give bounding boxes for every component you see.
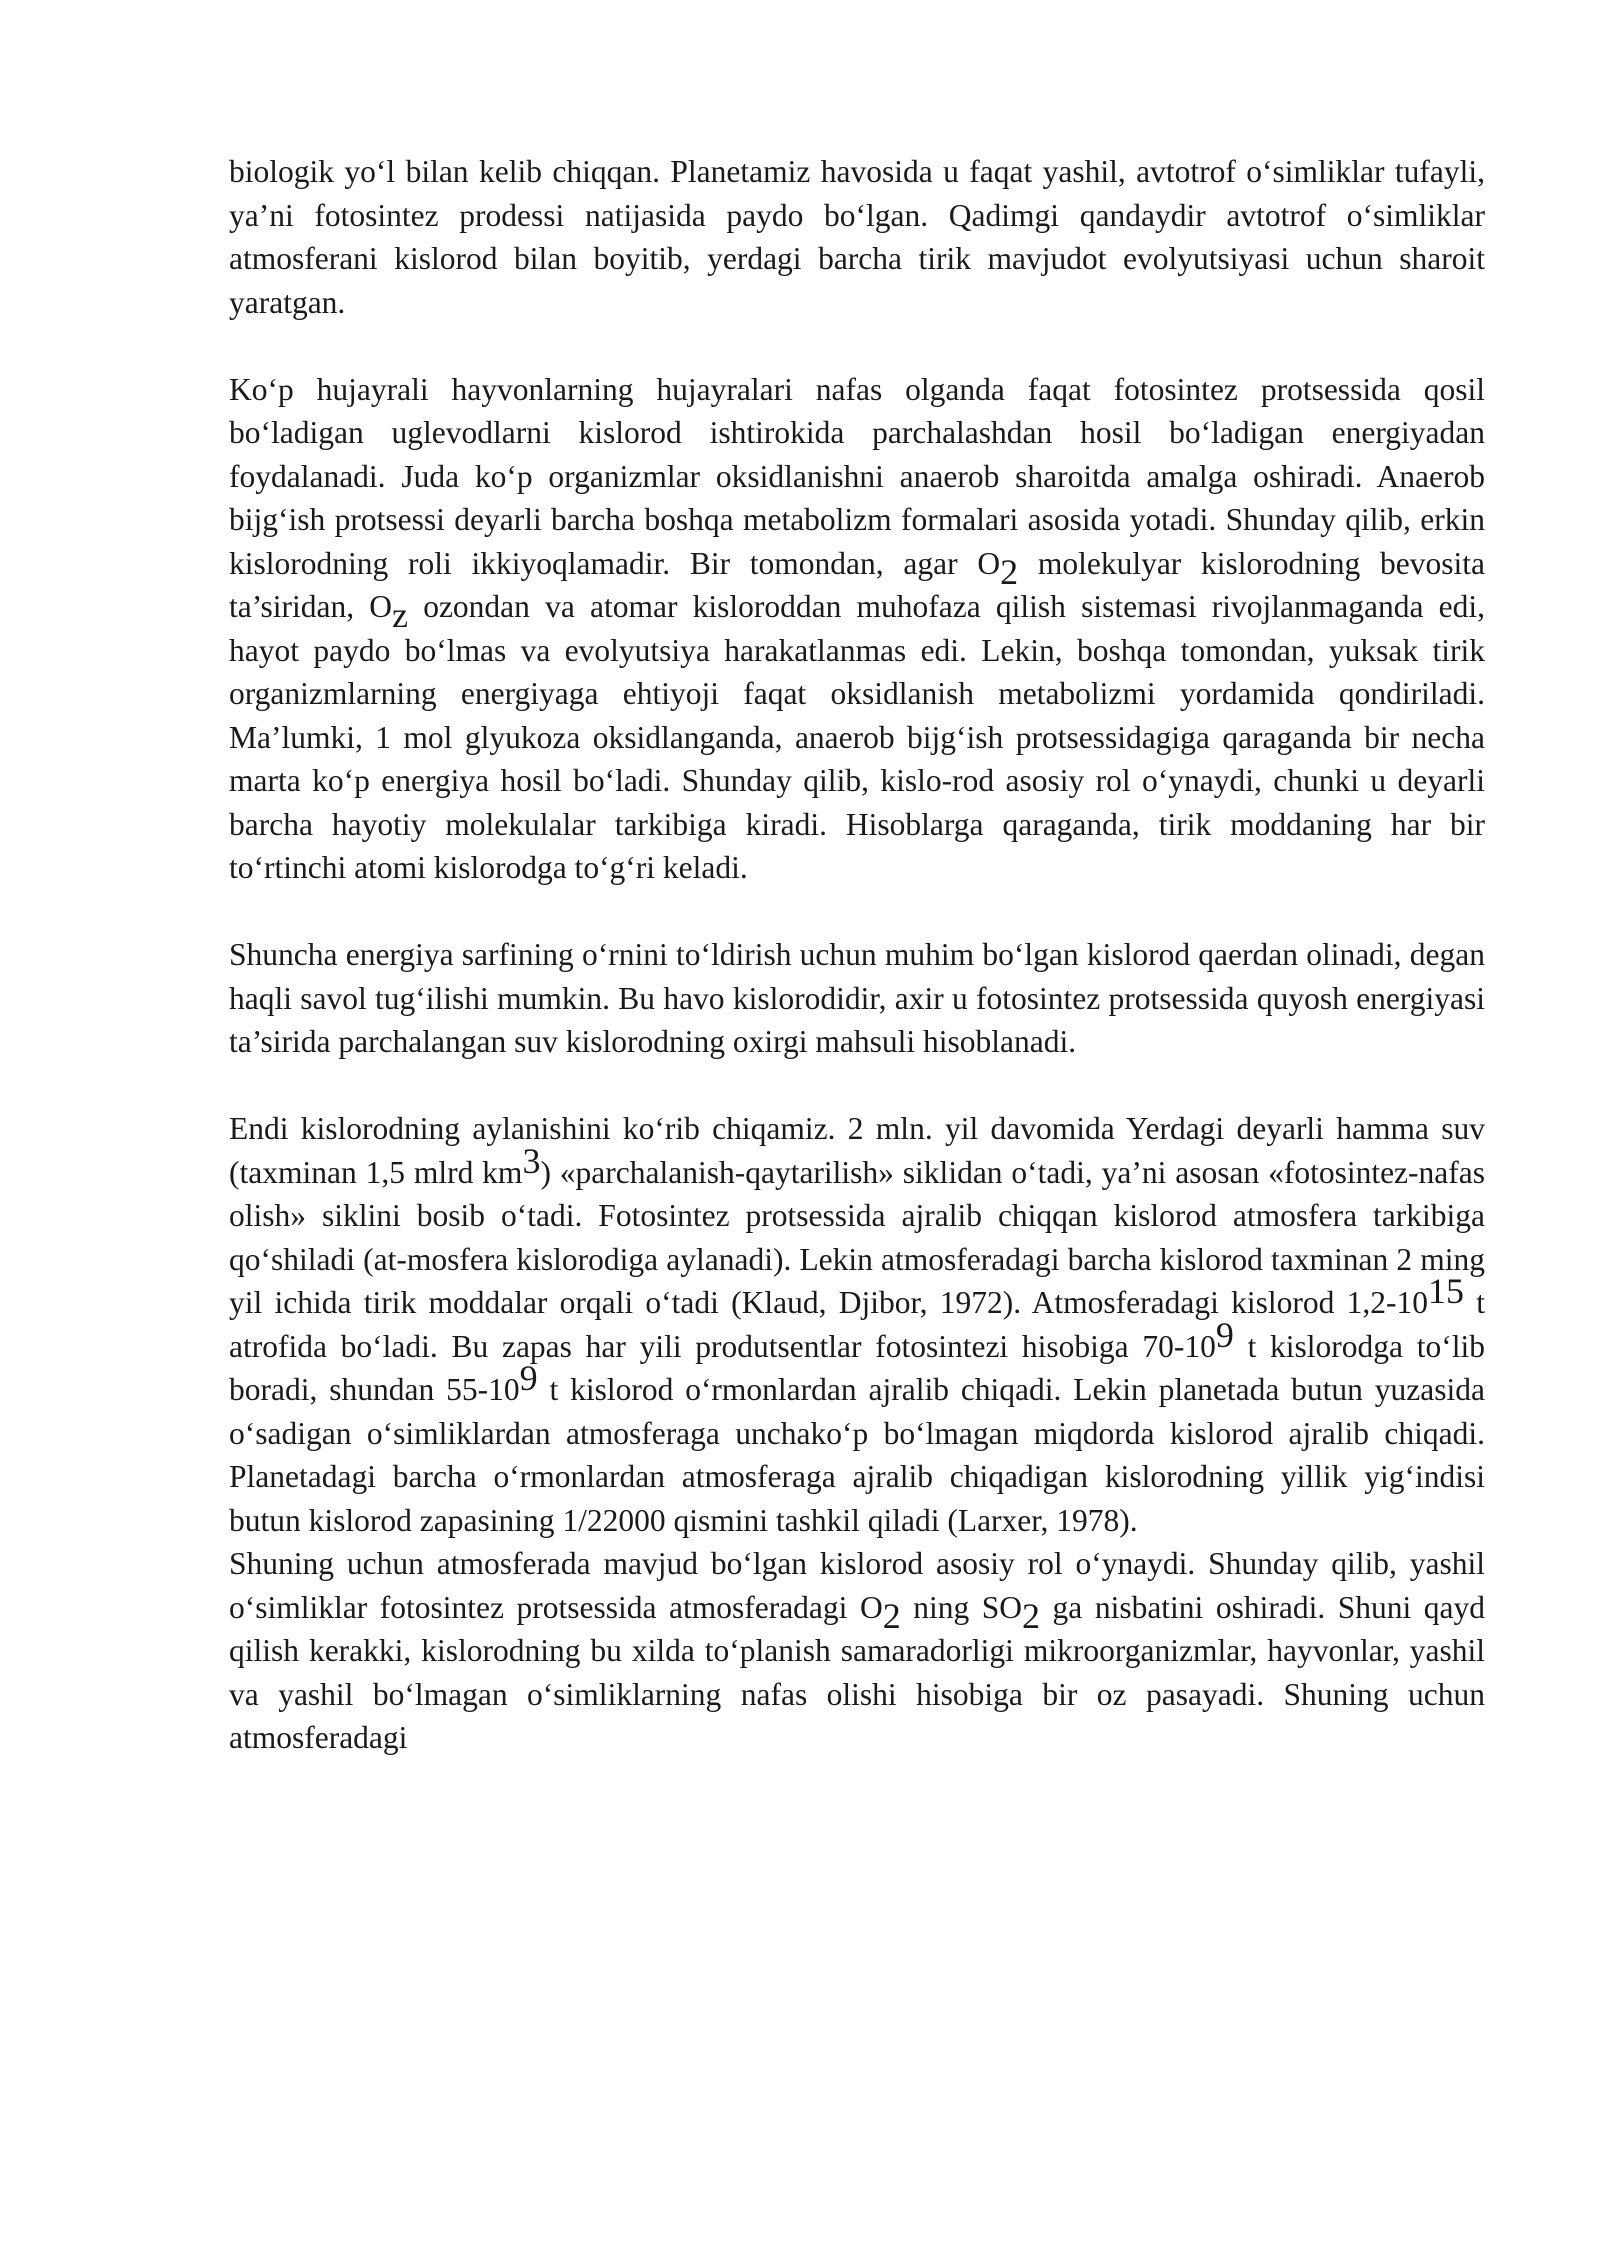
superscript-10-15: 15 [1427,1271,1464,1311]
paragraph-4-text-2: ) «parchalanish-qaytarilish» siklidan o‘tadi, ya’ni asosan «fotosintez-nafas olish» siklini bosib o‘tadi. Fotosintez protsessida ajralib chiqqan kislorod atmosfera tarkibiga qo‘shiladi (at-mosfera kislorodiga aylanadi). Lekin atmosferadagi barcha kislorod taxminan 2 ming yil ichida tirik moddalar orqali o‘tadi (Klaud, Djibor, 1972). Atmosferadagi kislorod 1,2-10 [229,1154,1485,1320]
paragraph-spacer [229,1064,1485,1108]
paragraph-4-text-3: t atrofida bo‘ladi. Bu zapas har yili produtsentlar fotosintezi hisobiga 70-10 [229,1285,1485,1364]
paragraph-3: Shuncha energiya sarfining o‘rnini to‘ldirish uchun muhim bo‘lgan kislorod qaerdan olinadi, degan haqli savol tug‘ilishi mumkin. Bu havo kislorodidir, axir u fotosintez protsessida quyosh energiyasi ta’sirida parchalangan suv kislorodning oxirgi mahsuli hisoblanadi. [229,937,1485,1059]
superscript-10-9-b: 9 [519,1358,538,1398]
subscript-o2-b: 2 [882,1595,901,1636]
paragraph-5 [229,1542,1485,1760]
paragraph-spacer [229,890,1485,934]
paragraph-2 [229,368,1485,890]
superscript-km3: 3 [522,1140,541,1181]
paragraph-2-text-2: molekulyar kislorodning bevosita ta’siridan, O [229,545,1485,624]
subscript-so2: 2 [1022,1595,1041,1636]
subscript-oz: z [392,595,409,635]
paragraph-5-text-2: ning SO [900,1589,1023,1625]
paragraph-1: biologik yo‘l bilan kelib chiqqan. Planetamiz havosida u faqat yashil, avtotrof o‘simliklar tufayli, ya’ni fotosintez prodessi natijasida paydo bo‘lgan. Qadimgi qandaydir avtotrof o‘simliklar atmosferani kislorod bilan boyitib, yerdagi barcha tirik mavjudot evolyutsiyasi uchun sharoit yaratgan. [229,154,1485,320]
paragraph-spacer [229,324,1485,368]
paragraph-2-text-1: Ko‘p hujayrali hayvonlarning hujayralari nafas olganda faqat fotosintez protsessida qosil bo‘ladigan uglevodlarni kislorod ishtirokida parchalashdan hosil bo‘ladigan energiyadan foydalanadi. Juda ko‘p organizmlar oksidlanishni anaerob sharoitda amalga oshiradi. Anaerob bijg‘ish protsessi deyarli barcha boshqa metabolizm formalari asosida yotadi. Shunday qilib, erkin kislorodning roli ikkiyoqlamadir. Bir tomondan, agar O [229,371,1485,581]
subscript-o2: 2 [1000,551,1019,592]
superscript-10-9-a: 9 [1215,1314,1234,1355]
paragraph-5-text-3: ga nisbatini oshiradi. Shuni qayd qilish kerakki, kislorodning bu xilda to‘planish samaradorligi mikroorganizmlar, hayvonlar, yashil va yashil bo‘lmagan o‘simliklarning nafas olishi hisobiga bir oz pasayadi. Shuning uchun atmosferadagi [229,1589,1485,1755]
paragraph-4 [229,1107,1485,1542]
paragraph-4-text-5: t kislorod o‘rmonlardan ajralib chiqadi. Lekin planetada butun yuzasida o‘sadigan o‘simliklardan atmosferaga unchako‘p bo‘lmagan miqdorda kislorod ajralib chiqadi. Planetadagi barcha o‘rmonlardan atmosferaga ajralib chiqadigan kislorodning yillik yig‘indisi butun kislorod zapasining 1/22000 qismini tashkil qiladi (Larxer, 1978). [229,1372,1485,1538]
paragraph-2-text-3: ozondan va atomar kisloroddan muhofaza qilish sistemasi rivojlanmaganda edi, hayot paydo bo‘lmas va evolyutsiya harakatlanmas edi. Lekin, boshqa tomondan, yuksak tirik organizmlarning energiyaga ehtiyoji faqat oksidlanish metabolizmi yordamida qondiriladi. Ma’lumki, 1 mol glyukoza oksidlanganda, anaerob bijg‘ish protsessidagiga qaraganda bir necha marta ko‘p energiya hosil bo‘ladi. Shunday qilib, kislo-rod asosiy rol o‘ynaydi, chunki u deyarli barcha hayotiy molekulalar tarkibiga kiradi. Hisoblarga qaraganda, tirik moddaning har bir to‘rtinchi atomi kislorodga to‘g‘ri keladi. [229,589,1486,885]
paragraph-4-text-4: t kislorodga to‘lib boradi, shundan 55-10 [229,1328,1485,1407]
paragraph-5-text-1: Shuning uchun atmosferada mavjud bo‘lgan kislorod asosiy rol o‘ynaydi. Shunday qilib, yashil o‘simliklar fotosintez protsessida atmosferadagi O [229,1546,1485,1625]
paragraph-4-text-1: Endi kislorodning aylanishini ko‘rib chiqamiz. 2 mln. yil davomida Yerdagi deyarli hamma suv (taxminan 1,5 mlrd km [229,1111,1485,1190]
document-page [229,150,1485,1760]
